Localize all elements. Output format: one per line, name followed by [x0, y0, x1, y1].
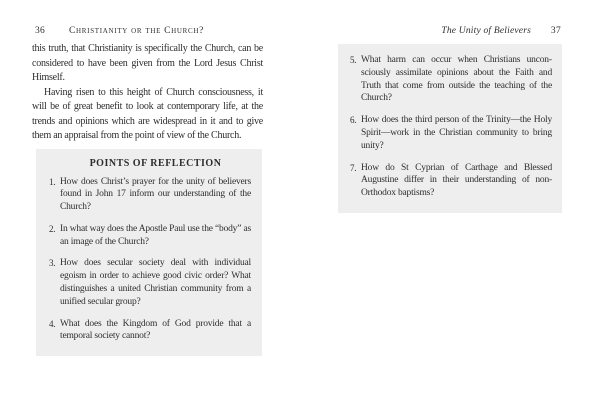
item-number: 5.: [350, 55, 357, 65]
left-running-head-title: Christianity or the Church?: [69, 26, 205, 36]
item-number: 6.: [350, 115, 357, 126]
reflection-item-6: [338, 114, 552, 152]
points-of-reflection-box: [36, 149, 262, 357]
body-paragraph-2: Having risen to this height of Church consciousness, it will be of great benefit to look at contemporary life, at the trends and opinions which are widespread in it and to give them an appraisal from the point of view of the Church.: [32, 86, 263, 141]
item-number: 3.: [49, 258, 56, 269]
left-page: [32, 25, 263, 356]
points-of-reflection-box-continued: [338, 44, 562, 213]
item-text: What harm can occur when Christians unconsciously assimilate opinions about the Faith and Truth that come from outside the teaching of the Church?: [361, 55, 552, 104]
item-number: 7.: [350, 162, 357, 173]
item-text: How does Christ’s prayer for the unity of believers found in John 17 inform our understanding of the Church?: [60, 176, 251, 213]
reflection-item-1: [36, 176, 251, 214]
item-text: How does secular society deal with individual egoism in order to achieve good civic order? What distinguishes a united Christian community from a unified secular group?: [60, 258, 251, 307]
body-paragraph-1: this truth, that Christianity is specifically the Church, can be considered to have been given from the Lord Jesus Christ Himself.: [32, 43, 263, 83]
reflection-item-7: [338, 162, 552, 200]
reflection-item-5: [338, 54, 552, 105]
points-of-reflection-title: POINTS OF REFLECTION: [89, 157, 222, 169]
left-page-number: 36: [35, 26, 46, 36]
item-text: What does the Kingdom of God provide that a temporal society cannot?: [60, 318, 251, 342]
item-number: 4.: [49, 318, 56, 329]
item-number: 1.: [49, 176, 56, 187]
right-running-head-title: The Unity of Believers: [441, 26, 531, 36]
item-text: In what way does the Apostle Paul use the “body” as an image of the Church?: [60, 223, 251, 247]
item-text: How does the third person of the Trinity—the Holy Spirit—work in the Christian community to bring unity?: [361, 115, 552, 151]
right-page-number: 37: [550, 26, 561, 36]
right-page: [338, 25, 562, 213]
reflection-item-2: [36, 223, 251, 249]
item-number: 2.: [49, 223, 56, 234]
reflection-item-3: [36, 257, 251, 308]
item-text: How do St Cyprian of Carthage and Blessed Augustine differ in their understanding of non-Orthodox baptisms?: [361, 162, 552, 199]
reflection-item-4: [36, 318, 251, 344]
right-running-header: [338, 25, 562, 37]
left-running-header: [32, 25, 263, 37]
